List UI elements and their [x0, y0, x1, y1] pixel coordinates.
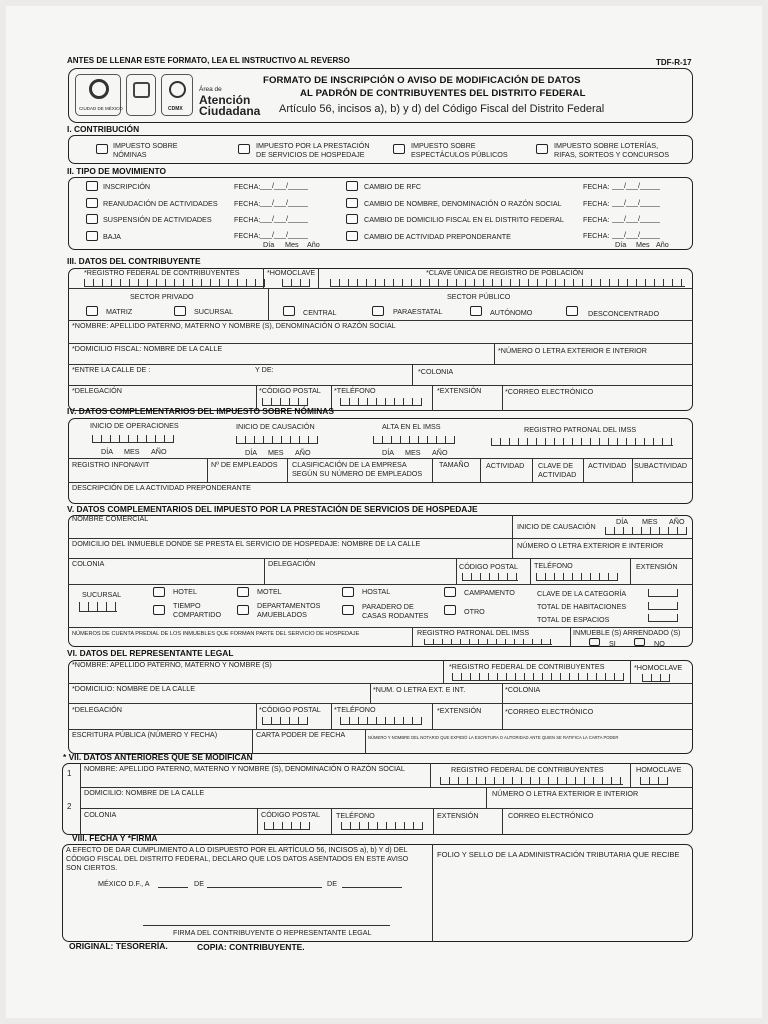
rep-codigo-postal-input[interactable] [262, 717, 308, 725]
fecha-cambio-domicilio[interactable]: ___/___/_____ [612, 214, 660, 223]
clave-categoria-input[interactable] [648, 589, 678, 597]
checkbox-campamento[interactable] [444, 587, 456, 597]
inicio-causacion-input[interactable] [236, 436, 318, 444]
ant-colonia-field[interactable]: COLONIA [84, 810, 117, 819]
fecha-reanudacion[interactable]: ___/___/_____ [260, 198, 308, 207]
rep-nombre-field[interactable]: *NOMBRE: APELLIDO PATERNO, MATERNO Y NOMBRE (S) [72, 660, 272, 669]
checkbox-paraestatal[interactable] [372, 306, 384, 316]
fecha-cambio-rfc[interactable]: ___/___/_____ [612, 181, 660, 190]
actividad-2-field[interactable]: ACTIVIDAD [588, 461, 627, 470]
colonia-field[interactable]: *COLONIA [418, 367, 454, 376]
descripcion-actividad-field[interactable]: DESCRIPCIÓN DE LA ACTIVIDAD PREPONDERANTE [72, 483, 251, 492]
form-title-1: FORMATO DE INSCRIPCIÓN O AVISO DE MODIFICACIÓN DE DATOS [263, 75, 581, 86]
delegacion-inmueble-field[interactable]: DELEGACIÓN [268, 559, 316, 568]
checkbox-impuesto-hospedaje[interactable] [238, 144, 250, 154]
checkbox-tiempo-compartido[interactable] [153, 605, 165, 615]
area-label-2: Ciudadana [199, 104, 261, 118]
extension-inmueble-field[interactable]: EXTENSIÓN [636, 562, 678, 571]
department-logo [126, 74, 156, 116]
rep-telefono-input[interactable] [340, 717, 422, 725]
checkbox-autonomo[interactable] [470, 306, 482, 316]
section-8-title: VIII. FECHA Y *FIRMA [72, 833, 158, 843]
infonavit-field[interactable]: REGISTRO INFONAVIT [72, 460, 150, 469]
registro-patronal-input[interactable] [491, 438, 673, 446]
checkbox-motel[interactable] [237, 587, 249, 597]
ant-rfc-input[interactable] [440, 777, 623, 785]
fecha-baja[interactable]: ___/___/_____ [260, 230, 308, 239]
y-de-field[interactable]: Y DE: [255, 365, 274, 374]
section-1-title: I. CONTRIBUCIÓN [67, 124, 140, 134]
actividad-field[interactable]: ACTIVIDAD [486, 461, 525, 470]
empleados-field[interactable]: Nº DE EMPLEADOS [211, 460, 278, 469]
fecha-inscripcion[interactable]: ___/___/_____ [260, 181, 308, 190]
homoclave-input[interactable] [282, 279, 310, 287]
inicio-operaciones-input[interactable] [92, 435, 174, 443]
nombre-field[interactable]: *NOMBRE: APELLIDO PATERNO, MATERNO Y NOMBRE (S), DENOMINACIÓN O RAZÓN SOCIAL [72, 321, 396, 330]
section-3-title: III. DATOS DEL CONTRIBUYENTE [67, 256, 201, 266]
numero-field[interactable]: *NÚMERO O LETRA EXTERIOR E INTERIOR [498, 346, 647, 355]
ant-telefono-input[interactable] [341, 822, 423, 830]
ant-extension-field[interactable]: EXTENSIÓN [437, 811, 479, 820]
cdmx-seal-logo: CIUDAD DE MÉXICO [75, 74, 121, 116]
escritura-publica-field[interactable]: ESCRITURA PÚBLICA (NÚMERO Y FECHA) [72, 730, 218, 739]
form-title-2: AL PADRÓN DE CONTRIBUYENTES DEL DISTRITO FEDERAL [300, 88, 586, 99]
checkbox-central[interactable] [283, 306, 295, 316]
notario-field[interactable]: NÚMERO Y NOMBRE DEL NOTARIO QUE EXPIDIÓ LA ESCRITURA O AUTORIDAD ANTE QUIEN SE RATIFICA LA CARTA PODER [368, 735, 619, 740]
telefono-input[interactable] [340, 398, 422, 406]
rep-correo-field[interactable]: *CORREO ELECTRÓNICO [505, 707, 594, 716]
area-label-1: Atención [199, 93, 251, 107]
checkbox-otro[interactable] [444, 605, 456, 615]
rep-domicilio-field[interactable]: *DOMICILIO: NOMBRE DE LA CALLE [72, 684, 196, 693]
subactividad-field[interactable]: SUBACTIVIDAD [634, 461, 688, 470]
rep-rfc-input[interactable] [452, 673, 624, 681]
tamano-field[interactable]: TAMAÑO [439, 460, 470, 469]
checkbox-cambio-actividad[interactable] [346, 231, 358, 241]
checkbox-sucursal[interactable] [174, 306, 186, 316]
checkbox-reanudacion[interactable] [86, 198, 98, 208]
codigo-postal-input[interactable] [262, 398, 308, 406]
numero-inmueble-field[interactable]: NÚMERO O LETRA EXTERIOR E INTERIOR [517, 541, 664, 550]
rep-extension-field[interactable]: *EXTENSIÓN [437, 706, 482, 715]
checkbox-cambio-nombre[interactable] [346, 198, 358, 208]
fecha-cambio-actividad[interactable]: ___/___/_____ [612, 230, 660, 239]
nombre-comercial-field[interactable]: NOMBRE COMERCIAL [72, 514, 149, 523]
cdmx-logo: CDMX [161, 74, 193, 116]
checkbox-hotel[interactable] [153, 587, 165, 597]
registro-patronal-hospedaje-input[interactable] [424, 639, 552, 645]
curp-input[interactable] [330, 279, 685, 287]
total-habitaciones-input[interactable] [648, 602, 678, 610]
checkbox-arrendado-si[interactable] [589, 638, 600, 646]
ant-correo-field[interactable]: CORREO ELECTRÓNICO [508, 811, 594, 820]
domicilio-inmueble-field[interactable]: DOMICILIO DEL INMUEBLE DONDE SE PRESTA EL SERVICIO DE HOSPEDAJE: NOMBRE DE LA CALLE [72, 539, 421, 548]
checkbox-baja[interactable] [86, 231, 98, 241]
cuenta-predial-field[interactable]: NÚMEROS DE CUENTA PREDIAL DE LOS INMUEBLES QUE FORMAN PARTE DEL SERVICIO DE HOSPEDAJE [72, 631, 360, 637]
checkbox-suspension[interactable] [86, 214, 98, 224]
section-3-box [68, 268, 693, 411]
checkbox-impuesto-loterias[interactable] [536, 144, 548, 154]
checkbox-hostal[interactable] [342, 587, 354, 597]
folio-sello-field[interactable]: FOLIO Y SELLO DE LA ADMINISTRACIÓN TRIBUTARIA QUE RECIBE [437, 850, 680, 859]
telefono-inmueble-input[interactable] [536, 573, 618, 581]
delegacion-field[interactable]: *DELEGACIÓN [72, 386, 122, 395]
section-7-title: * VII. DATOS ANTERIORES QUE SE MODIFICAN [63, 752, 253, 762]
section-4-title: IV. DATOS COMPLEMENTARIOS DEL IMPUESTO SOBRE NÓMINAS [67, 406, 334, 416]
fecha-cambio-nombre[interactable]: ___/___/_____ [612, 198, 660, 207]
section-5-title: V. DATOS COMPLEMENTARIOS DEL IMPUESTO POR LA PRESTACIÓN DE SERVICIOS DE HOSPEDAJE [67, 504, 478, 514]
rep-numero-field[interactable]: *NUM. O LETRA EXT. E INT. [373, 685, 466, 694]
checkbox-inscripcion[interactable] [86, 181, 98, 191]
domicilio-field[interactable]: *DOMICILIO FISCAL: NOMBRE DE LA CALLE [72, 344, 223, 353]
fecha-dia-input[interactable] [158, 887, 188, 888]
inicio-causacion-hospedaje-input[interactable] [605, 527, 687, 535]
firma-line[interactable] [143, 925, 390, 926]
checkbox-matriz[interactable] [86, 306, 98, 316]
fecha-mes-input[interactable] [207, 887, 322, 888]
checkbox-cambio-rfc[interactable] [346, 181, 358, 191]
rep-delegacion-field[interactable]: *DELEGACIÓN [72, 705, 122, 714]
section-6-title: VI. DATOS DEL REPRESENTANTE LEGAL [67, 648, 234, 658]
fecha-anio-input[interactable] [342, 887, 402, 888]
ant-codigo-postal-input[interactable] [264, 822, 310, 830]
sucursal-input[interactable] [79, 602, 117, 612]
correo-field[interactable]: *CORREO ELECTRÓNICO [505, 387, 594, 396]
checkbox-impuesto-espectaculos[interactable] [393, 144, 405, 154]
rep-colonia-field[interactable]: *COLONIA [505, 685, 541, 694]
checkbox-cambio-domicilio[interactable] [346, 214, 358, 224]
rfc-input[interactable] [84, 279, 265, 287]
ant-homoclave-input[interactable] [640, 777, 668, 785]
alta-imss-input[interactable] [373, 436, 455, 444]
carta-poder-field[interactable]: CARTA PODER DE FECHA [256, 730, 346, 739]
checkbox-impuesto-nominas[interactable] [96, 144, 108, 154]
fecha-suspension[interactable]: ___/___/_____ [260, 214, 308, 223]
ant-domicilio-field[interactable]: DOMICILIO: NOMBRE DE LA CALLE [84, 788, 205, 797]
codigo-postal-inmueble-input[interactable] [462, 573, 518, 581]
entre-calle-field[interactable]: *ENTRE LA CALLE DE : [72, 365, 151, 374]
ant-nombre-field[interactable]: NOMBRE: APELLIDO PATERNO, MATERNO Y NOMBRE (S), DENOMINACIÓN O RAZÓN SOCIAL [84, 764, 405, 773]
rep-homoclave-input[interactable] [642, 674, 670, 682]
ant-numero-field[interactable]: NÚMERO O LETRA EXTERIOR E INTERIOR [492, 789, 639, 798]
checkbox-paradero[interactable] [342, 605, 354, 615]
section-2-title: II. TIPO DE MOVIMIENTO [67, 166, 166, 176]
extension-field[interactable]: *EXTENSIÓN [437, 386, 482, 395]
area-label-small: Área de [199, 86, 222, 93]
form-code: TDF-R-17 [656, 58, 692, 67]
checkbox-departamentos[interactable] [237, 605, 249, 615]
total-espacios-input[interactable] [648, 614, 678, 622]
colonia-inmueble-field[interactable]: COLONIA [72, 559, 105, 568]
checkbox-arrendado-no[interactable] [634, 638, 645, 646]
form-subtitle: Artículo 56, incisos a), b) y d) del Código Fiscal del Distrito Federal [279, 103, 605, 115]
instruction-note: ANTES DE LLENAR ESTE FORMATO, LEA EL INSTRUCTIVO AL REVERSO [67, 56, 350, 65]
footer-original: ORIGINAL: TESORERÍA. [69, 941, 168, 951]
checkbox-desconcentrado[interactable] [566, 306, 578, 316]
footer-copia: COPIA: CONTRIBUYENTE. [197, 942, 305, 952]
